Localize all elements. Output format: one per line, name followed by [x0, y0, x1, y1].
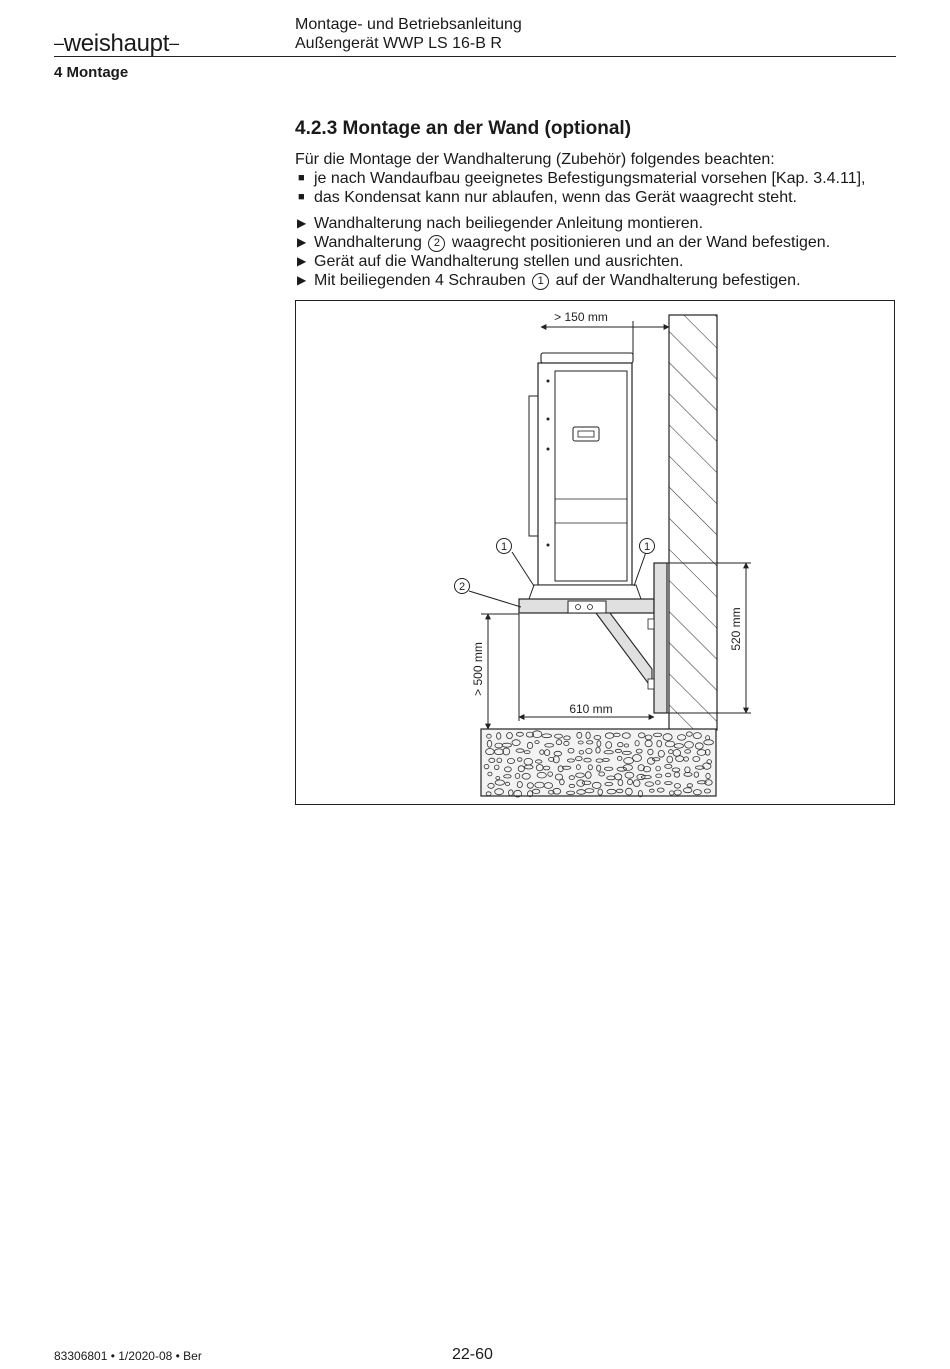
- callout-1-left: [497, 539, 512, 554]
- section-heading: 4.2.3 Montage an der Wand (optional): [295, 118, 632, 139]
- arrow-icon: ▶: [297, 273, 307, 287]
- step-text: Wandhalterung: [314, 234, 422, 251]
- step-item: [295, 214, 895, 233]
- arrow-icon: ▶: [297, 216, 307, 230]
- footer-doc-number: 83306801 • 1/2020-08 • Ber: [54, 1349, 202, 1363]
- document-title: [295, 15, 522, 53]
- wall-hatch: [669, 315, 717, 730]
- step-item: [295, 252, 895, 271]
- callout-2: [455, 579, 470, 594]
- callout-2-label: 2: [458, 581, 466, 593]
- arrow-icon: ▶: [297, 254, 307, 268]
- instruction-steps: [295, 214, 895, 290]
- callout-1-right: [640, 539, 655, 554]
- list-item: [295, 188, 895, 207]
- callout-ref-1: 1: [532, 273, 549, 290]
- callout-1-left-label: 1: [500, 541, 508, 553]
- arrow-icon: ▶: [297, 235, 307, 249]
- document-title-line1: Montage- und Betriebsanleitung: [295, 16, 522, 33]
- outdoor-unit: [529, 353, 641, 599]
- step-text: Mit beiliegenden 4 Schrauben: [314, 272, 526, 289]
- step-item: [295, 233, 895, 252]
- callout-1-right-label: 1: [643, 541, 651, 553]
- dim-wall-distance: > 150 mm: [554, 310, 608, 324]
- logo-text: weishaupt: [63, 30, 170, 57]
- step-text: Gerät auf die Wandhalterung stellen und ausrichten.: [314, 253, 684, 270]
- step-item: [295, 271, 895, 290]
- chapter-title: 4 Montage: [54, 64, 129, 81]
- step-text: auf der Wandhalterung befestigen.: [555, 272, 801, 289]
- dim-floor-clearance: > 500 mm: [471, 642, 485, 696]
- wall-mount-figure: [295, 300, 895, 805]
- gravel-ground: [481, 729, 716, 797]
- document-title-line2: Außengerät WWP LS 16-B R: [295, 35, 502, 52]
- section-intro: Für die Montage der Wandhalterung (Zubehör) folgendes beachten:: [295, 151, 775, 168]
- step-text: Wandhalterung nach beiliegender Anleitung montieren.: [314, 215, 704, 232]
- bullet-text: je nach Wandaufbau geeignetes Befestigungsmaterial vorsehen [Kap. 3.4.11],: [314, 170, 866, 187]
- list-item: [295, 169, 895, 188]
- step-text: waagrecht positionieren und an der Wand befestigen.: [451, 234, 831, 251]
- callout-ref-2: 2: [428, 235, 445, 252]
- dim-depth: 610 mm: [569, 702, 613, 716]
- header-rule: [54, 56, 896, 57]
- weishaupt-logo: –weishaupt–: [54, 30, 179, 57]
- section-content: [295, 118, 895, 290]
- bullet-list: [295, 169, 895, 207]
- bullet-icon: ■: [298, 172, 305, 184]
- footer-page-number: 22-60: [452, 1346, 493, 1363]
- wall-mount-diagram: [296, 301, 896, 806]
- bullet-icon: ■: [298, 191, 305, 203]
- dim-height: 520 mm: [729, 607, 743, 651]
- bullet-text: das Kondensat kann nur ablaufen, wenn das Gerät waagrecht steht.: [314, 189, 797, 206]
